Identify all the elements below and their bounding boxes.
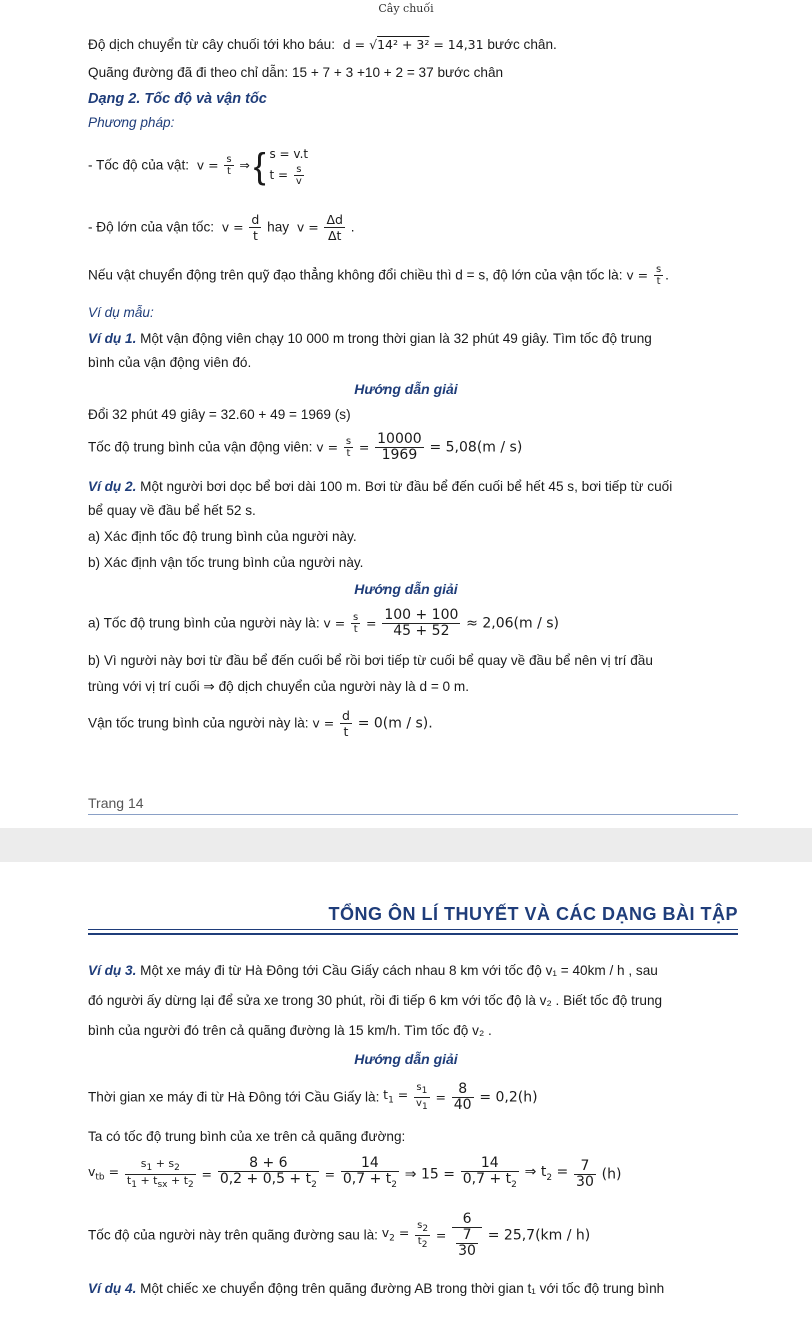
example1-solution1: Đổi 32 phút 49 giây = 32.60 + 49 = 1969 (s) — [88, 407, 351, 422]
example3-line2: đó người ấy dừng lại để sửa xe trong 30 phút, rồi đi tiếp 6 km với tốc độ là v₂ . Biết tốc độ trung — [88, 993, 663, 1008]
example2-solution-a-text: a) Tốc độ trung bình của người này là: — [88, 615, 320, 631]
footer-rule — [88, 814, 738, 815]
speed-fraction: $\frac{s}{t}$ — [226, 154, 232, 177]
or-word: hay — [267, 219, 290, 235]
example2-solution-a: a) Tốc độ trung bình của người này là: v = $\frac{s}{t}$ = $\frac{100 + 100}{45 + 52}$ ≈ 2,06(m / s) — [88, 607, 559, 639]
example1-result: = 5,08(m / s) — [429, 439, 523, 456]
example2-solution-b3: Vận tốc trung bình của người này là: v = $\frac{d}{t}$ = 0(m / s). — [88, 708, 433, 739]
straight-path-text: Nếu vật chuyển động trên quỹ đạo thẳng không đổi chiều thì d = s, độ lớn của vận tốc là: — [88, 267, 623, 283]
example2-text1: Một người bơi dọc bể bơi dài 100 m. Bơi từ đầu bể đến cuối bể hết 45 s, bơi tiếp từ cuối — [140, 479, 673, 494]
example2-line2: bể quay về đầu bể hết 52 s. — [88, 503, 256, 518]
velocity-label: - Độ lớn của vận tốc: — [88, 219, 215, 235]
example3-solution1: Thời gian xe máy đi từ Hà Đông tới Cầu Giấy là: $t_1$ = $\frac{s_1}{v_1}$ = $\frac{8}{40}$ = 0,2(h) — [88, 1081, 538, 1113]
distance-formula: d = √14² + 3² = 14,31 — [338, 37, 484, 52]
straight-path-fraction: $\frac{s}{t}$ — [655, 264, 662, 287]
page-separator — [0, 828, 812, 862]
chapter-title: TỔNG ÔN LÍ THUYẾT VÀ CÁC DẠNG BÀI TẬP — [328, 904, 738, 924]
example3-solution3-text: Tốc độ của người này trên quãng đường sau là: — [88, 1227, 378, 1243]
example3-label: Ví dụ 3. — [88, 963, 137, 978]
distance-unit: bước chân. — [487, 37, 557, 52]
example3-solution1-text: Thời gian xe máy đi từ Hà Đông tới Cầu Giấy là: — [88, 1089, 380, 1105]
example3-text1: Một xe máy đi từ Hà Đông tới Cầu Giấy cách nhau 8 km với tốc độ v₁ = 40km / h , sau — [140, 963, 658, 978]
solution-heading-2: Hướng dẫn giải — [354, 581, 458, 597]
example1-line2: bình của vận động viên đó. — [88, 355, 252, 370]
straight-path-line: Nếu vật chuyển động trên quỹ đạo thẳng không đổi chiều thì d = s, độ lớn của vận tốc là: v = $\frac{s}{t}$ . — [88, 264, 669, 287]
example3-result3: = 25,7(km / h) — [487, 1227, 591, 1244]
speed-formula-line: - Tốc độ của vật: v = $\frac{s}{t}$ ⇒ { s = v.t t = $\frac{s}{v}$ — [88, 144, 309, 187]
example2-question-b: b) Xác định vận tốc trung bình của người này. — [88, 555, 364, 570]
solution-heading-3: Hướng dẫn giải — [354, 1051, 458, 1067]
example3-result1: = 0,2(h) — [479, 1089, 538, 1106]
example2-result-a: ≈ 2,06(m / s) — [466, 615, 559, 632]
example2-solution-b1: b) Vì người này bơi từ đầu bể đến cuối bể rồi bơi tiếp từ cuối bể quay về đầu bể nên vị trí đầu — [88, 653, 653, 668]
page-header-title: Cây chuối — [378, 2, 434, 15]
example1-solution2-text: Tốc độ trung bình của vận động viên: — [88, 439, 313, 455]
velocity-fraction-1: $\frac{d}{t}$ — [251, 212, 260, 243]
path-length-line: Quãng đường đã đi theo chỉ dẫn: 15 + 7 + 3 +10 + 2 = 37 bước chân — [88, 65, 504, 80]
example4-text: Một chiếc xe chuyển động trên quãng đường AB trong thời gian t₁ với tốc độ trung bình — [140, 1281, 665, 1296]
example3-line1 — [88, 962, 752, 980]
section-heading-dang2: Dạng 2. Tốc độ và vận tốc — [88, 91, 267, 107]
example3-solution3: Tốc độ của người này trên quãng đường sau là: $v_2$ = $\frac{s_2}{t_2}$ = $\frac{6}{\frac{7}{30}}$ = 25,7(km / h) — [88, 1211, 591, 1259]
example1-solution2: Tốc độ trung bình của vận động viên: v = $\frac{s}{t}$ = $\frac{10000}{1969}$ = 5,08(m / s) — [88, 431, 523, 463]
example2-fraction: $\frac{100 + 100}{45 + 52}$ — [384, 607, 459, 639]
example2-result-b: = 0(m / s). — [357, 715, 433, 732]
chapter-title-rule-2 — [88, 933, 738, 935]
example-heading: Ví dụ mẫu: — [88, 305, 154, 320]
method-heading: Phương pháp: — [88, 115, 175, 130]
example2-label: Ví dụ 2. — [88, 479, 137, 494]
example3-equation: $v_{tb}$ = $\frac{s_1 + s_2}{t_1 + t_{sx} + t_2}$ = $\frac{8 + 6}{0,2 + 0,5 + t_2}$ = $\frac{14}{0,7 + t_2}$ ⇒ 15 = $\frac{14}{0,7 + t_2}$ ⇒ $t_2$ = $\frac{7}{30}$ (h) — [88, 1155, 622, 1191]
example1-line1 — [88, 330, 752, 348]
solution-heading-1: Hướng dẫn giải — [354, 381, 458, 397]
velocity-formula-line: - Độ lớn của vận tốc: v = $\frac{d}{t}$ hay v = $\frac{\Delta d}{\Delta t}$ . — [88, 212, 355, 243]
velocity-fraction-2: $\frac{\Delta d}{\Delta t}$ — [326, 212, 343, 243]
example2-line1 — [88, 478, 752, 496]
distance-line — [88, 36, 752, 54]
example2-solution-b2: trùng với vị trí cuối ⇒ độ dịch chuyển của người này là d = 0 m. — [88, 679, 469, 694]
example4-label: Ví dụ 4. — [88, 1281, 137, 1296]
distance-text: Độ dịch chuyển từ cây chuối tới kho báu: — [88, 37, 335, 52]
example1-text1: Một vận động viên chạy 10 000 m trong thời gian là 32 phút 49 giây. Tìm tốc độ trung — [140, 331, 652, 346]
example2-solution-b3-text: Vận tốc trung bình của người này là: — [88, 715, 309, 731]
example4-line1 — [88, 1280, 752, 1298]
speed-label: - Tốc độ của vật: — [88, 157, 189, 173]
example2-question-a: a) Xác định tốc độ trung bình của người này. — [88, 529, 357, 544]
speed-cases: s = v.t t = $\frac{s}{v}$ — [269, 147, 309, 187]
chapter-title-rule-1 — [88, 929, 738, 930]
example1-fraction: $\frac{10000}{1969}$ — [377, 431, 422, 463]
example1-label: Ví dụ 1. — [88, 331, 137, 346]
example3-solution2: Ta có tốc độ trung bình của xe trên cả quãng đường: — [88, 1129, 406, 1144]
example3-line3: bình của người đó trên cả quãng đường là 15 km/h. Tìm tốc độ v₂ . — [88, 1023, 492, 1038]
page-number: Trang 14 — [88, 795, 144, 811]
